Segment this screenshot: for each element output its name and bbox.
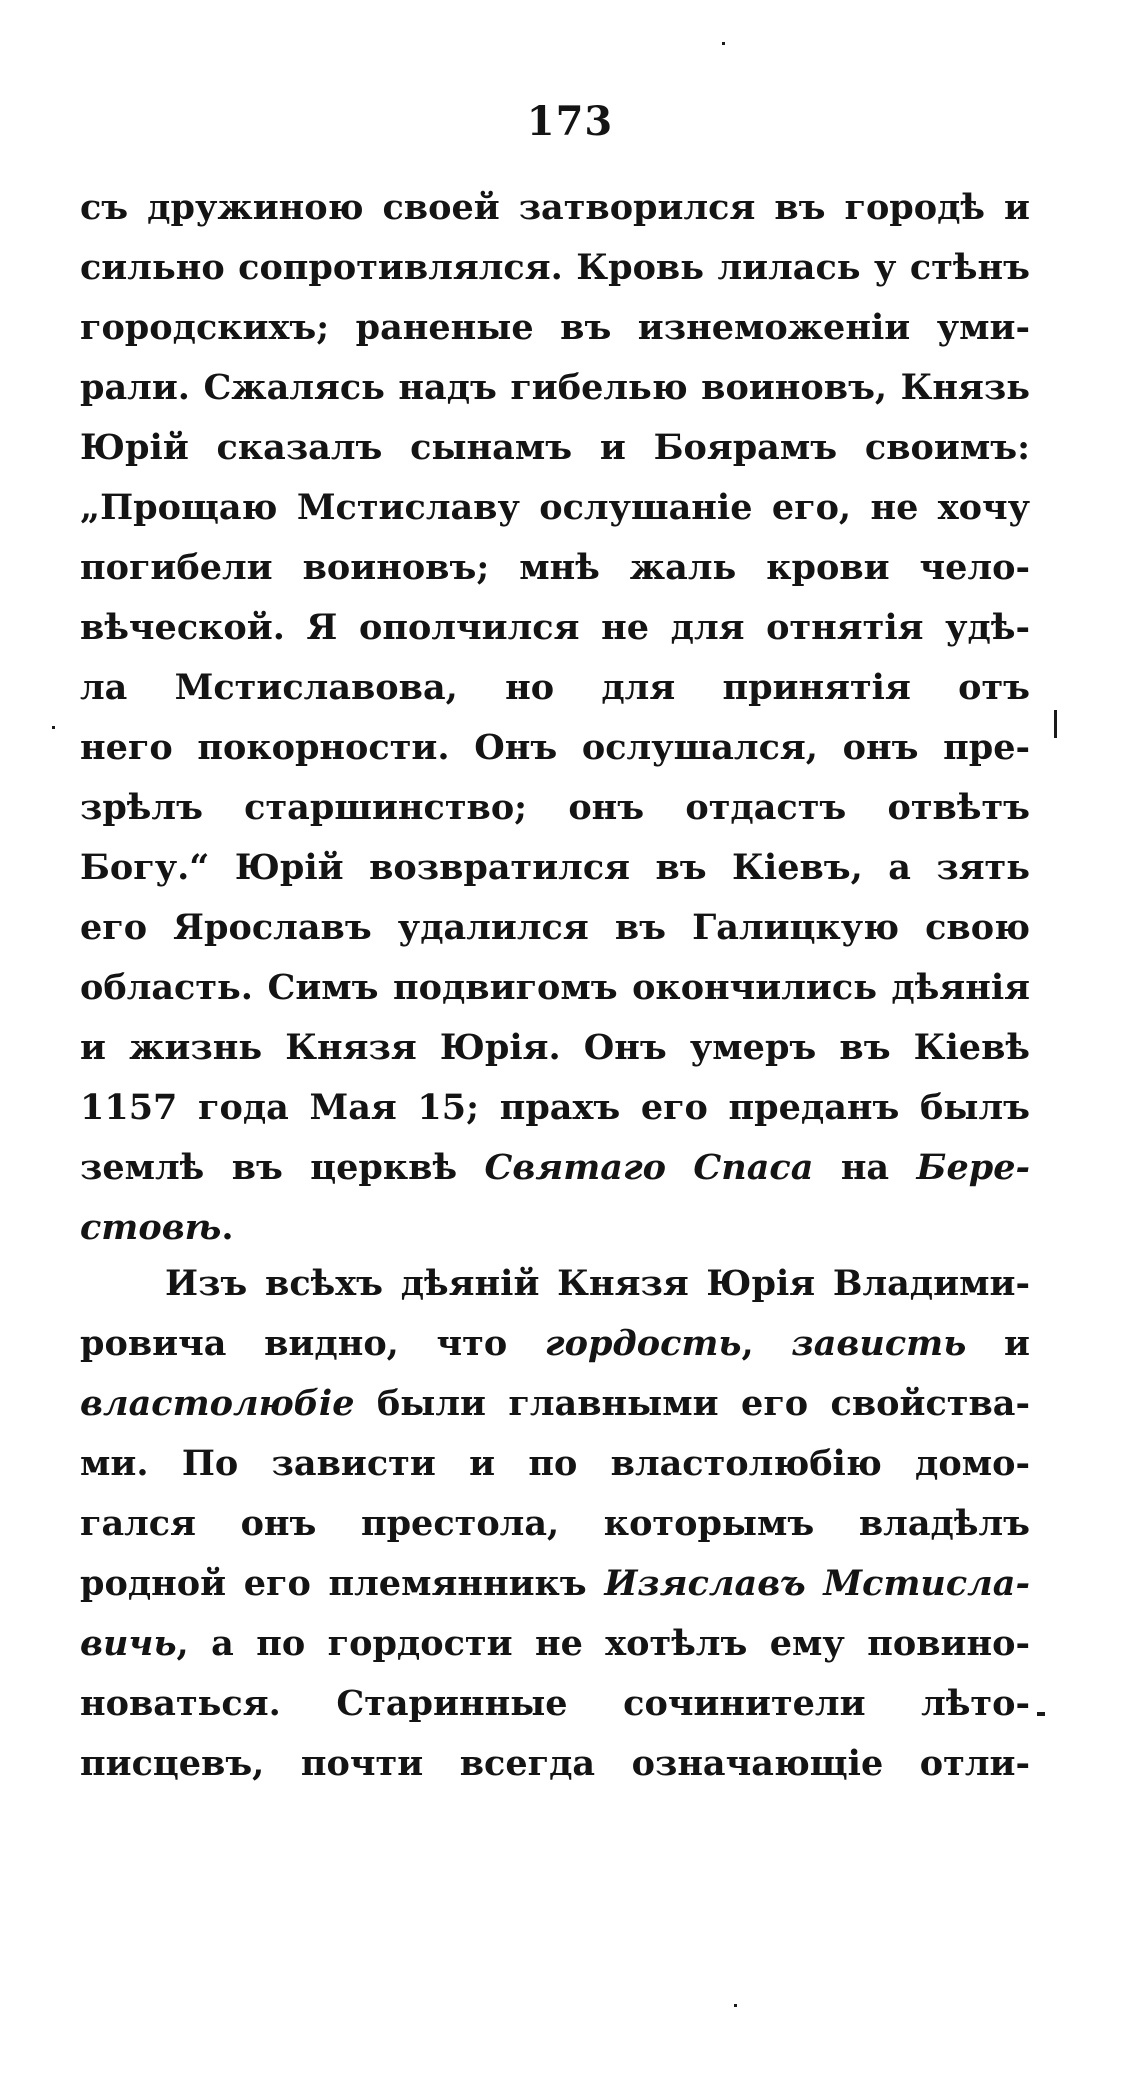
text-line: 1157 года Мая 15; прахъ его преданъ былъ [80,1087,1030,1128]
text-run: родной его племянникъ [80,1563,605,1604]
ink-speck [52,726,55,729]
text-line: „Прощаю Мстиславу ослушаніе его, не хочу [80,487,1030,528]
text-line [80,1314,1030,1374]
text-line: Богу.“ Юрій возвратился въ Кіевъ, а зять [80,847,1030,888]
italic-phrase: вичь [80,1623,177,1664]
text-run: и [966,1323,1030,1364]
text-line: новаться. Старинные сочинители лѣто- [80,1683,1030,1724]
page-number: 173 [526,98,614,145]
text-line: рали. Сжалясь надъ гибелью воиновъ, Князь [80,367,1030,408]
text-run: , а по гордости не хотѣлъ ему повино- [176,1623,1030,1664]
text-line: ла Мстиславова, но для принятія отъ [80,667,1030,708]
text-line: зрѣлъ старшинство; онъ отдастъ отвѣтъ [80,787,1030,828]
ink-speck [1054,710,1057,738]
ink-speck [1037,1712,1045,1716]
italic-phrase: зависть [791,1323,967,1364]
italic-phrase: гордость [544,1323,742,1364]
text-line: городскихъ; раненые въ изнеможеніи уми- [80,307,1030,348]
text-line [80,1554,1030,1614]
paragraph-1 [80,178,1030,1258]
text-line: Юрій сказалъ сынамъ и Боярамъ своимъ: [80,427,1030,468]
text-line: сильно сопротивлялся. Кровь лилась у стѣнъ [80,247,1030,288]
text-line: ми. По зависти и по властолюбію домо- [80,1443,1030,1484]
text-line: съ дружиною своей затворился въ городѣ и [80,187,1030,228]
text-run: землѣ въ церквѣ [80,1147,485,1188]
text-run: , [741,1323,792,1364]
italic-phrase: властолюбіе [80,1383,355,1424]
ink-speck [722,42,725,45]
italic-phrase: Изяславъ Мстисла- [604,1563,1031,1604]
italic-phrase: Святаго Спаса [484,1147,814,1188]
text-run: . [221,1207,234,1248]
italic-phrase: стовѣ [80,1207,222,1248]
text-line [80,1138,1030,1198]
text-line [80,1198,1030,1258]
text-line: область. Симъ подвигомъ окончились дѣянія [80,967,1030,1008]
text-line: Изъ всѣхъ дѣяній Князя Юрія Владими- [165,1263,1030,1304]
text-line: и жизнь Князя Юрія. Онъ умеръ въ Кіевѣ [80,1027,1030,1068]
text-line [80,1614,1030,1674]
text-line [80,1374,1030,1434]
text-line: него покорности. Онъ ослушался, онъ пре- [80,727,1030,768]
text-line: его Ярославъ удалился въ Галицкую свою [80,907,1030,948]
text-run: ровича видно, что [80,1323,545,1364]
text-line: погибели воиновъ; мнѣ жаль крови чело- [80,547,1030,588]
text-line: вѣческой. Я ополчился не для отнятія удѣ- [80,607,1030,648]
italic-phrase: Бере- [916,1147,1030,1188]
text-run: на [813,1147,917,1188]
paragraph-2 [80,1254,1030,1794]
text-run: были главными его свойства- [354,1383,1030,1424]
ink-speck [734,2004,737,2007]
text-line: писцевъ, почти всегда означающіе отли- [80,1743,1030,1784]
text-line: гался онъ престола, которымъ владѣлъ [80,1503,1030,1544]
